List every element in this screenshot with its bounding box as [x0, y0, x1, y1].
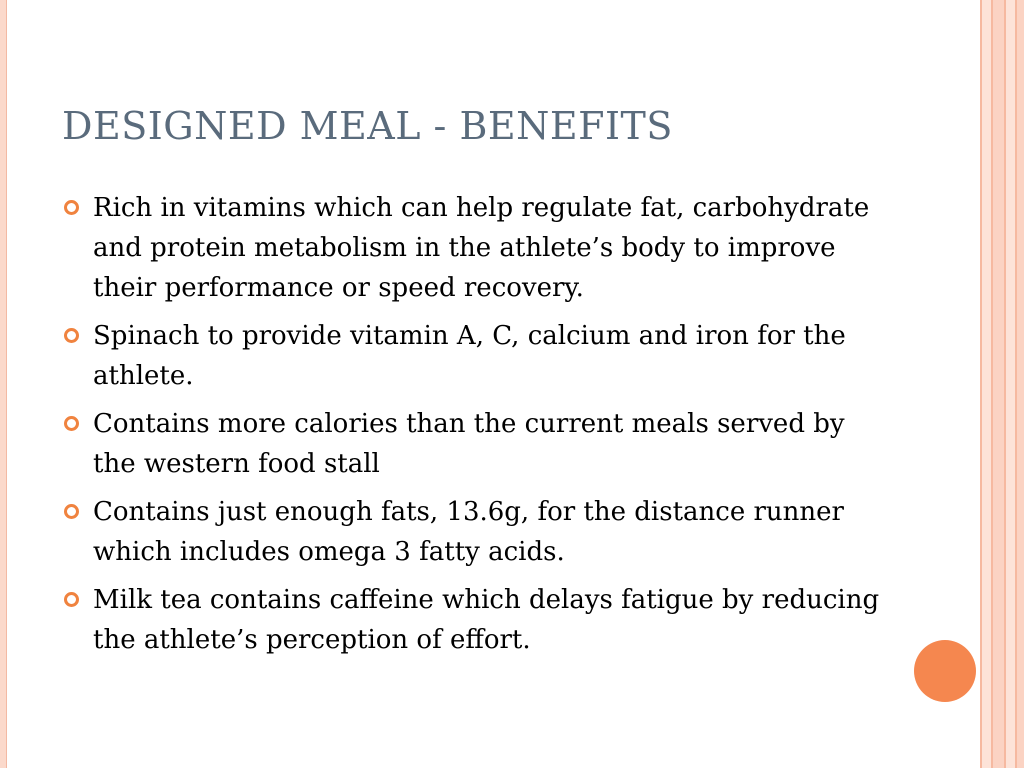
stripe — [1017, 0, 1024, 768]
orange-ring-bullet-icon — [64, 504, 79, 519]
bullet-item — [62, 316, 882, 396]
orange-ring-bullet-icon — [64, 592, 79, 607]
right-border-stripes — [976, 0, 1024, 768]
orange-ring-bullet-icon — [64, 328, 79, 343]
bullet-item — [62, 188, 882, 308]
bullet-item — [62, 492, 882, 572]
bullet-item — [62, 580, 882, 660]
orange-ring-bullet-icon — [64, 416, 79, 431]
bullet-text: Contains more calories than the current meals served by the western food stall — [93, 409, 845, 479]
bullet-text: Spinach to provide vitamin A, C, calcium and iron for the athlete. — [93, 321, 846, 391]
bullet-text: Rich in vitamins which can help regulate fat, carbohydrate and protein metabolism in the athlete’s body to improve their performance or speed recovery. — [93, 193, 870, 303]
orange-circle-icon — [914, 640, 976, 702]
bullet-text: Milk tea contains caffeine which delays fatigue by reducing the athlete’s perception of effort. — [93, 585, 880, 655]
bullet-text: Contains just enough fats, 13.6g, for the distance runner which includes omega 3 fatty acids. — [93, 497, 844, 567]
slide-title: DESIGNED MEAL - BENEFITS — [62, 104, 673, 148]
bullet-list — [62, 188, 882, 668]
left-border-line — [6, 0, 7, 768]
stripe — [982, 0, 991, 768]
bullet-item — [62, 404, 882, 484]
stripe — [993, 0, 1004, 768]
orange-ring-bullet-icon — [64, 200, 79, 215]
stripe — [1006, 0, 1015, 768]
